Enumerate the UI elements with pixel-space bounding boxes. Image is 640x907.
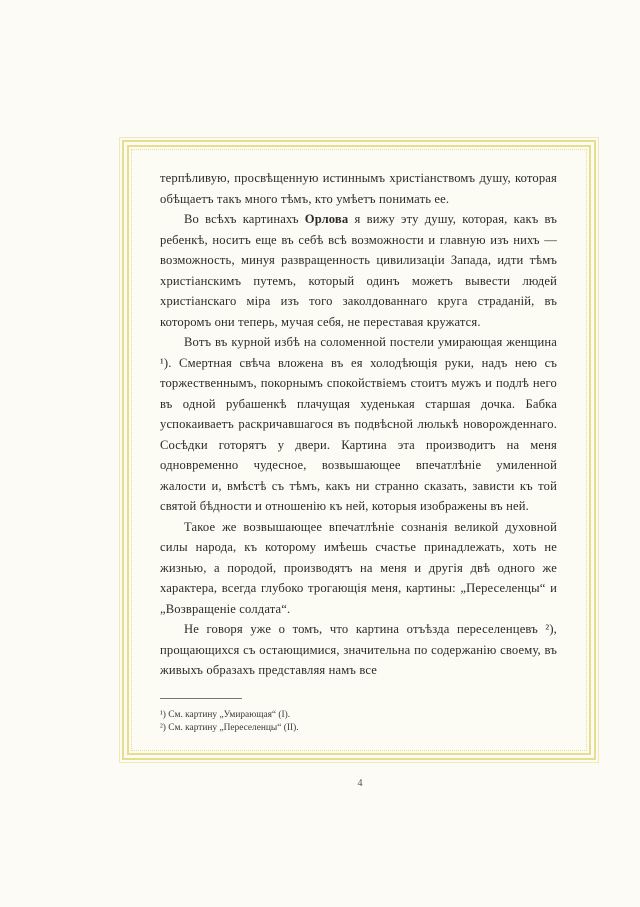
paragraph-5: Не говоря уже о томъ, что картина отъѣзда переселенцевъ ²), прощающихся съ остающимися, значительна по содержанію своему, въ живыхъ образахъ представляя намъ все (160, 622, 557, 677)
paragraph-2 (160, 209, 557, 332)
paragraph-2-rest: я вижу эту душу, которая, какъ въ ребенкѣ, носитъ еще въ себѣ всѣ возможности и главную изъ нихъ — возможность, минуя развращенность цивилизаціи Запада, идти тѣмъ христіанскимъ путемъ, который одинъ можетъ вывести людей христіанскаго міра изъ того заколдованнаго круга страданій, въ которомъ они теперь, мучая себя, не переставая кружатся. (160, 212, 558, 329)
artist-name: Орлова (304, 212, 349, 226)
page-number: 4 (357, 778, 363, 789)
paragraph-2-start: Во всѣхъ картинахъ (184, 212, 305, 226)
paragraph-1: терпѣливую, просвѣщенную истиннымъ христіанствомъ душу, которая обѣщаетъ такъ много тѣмъ, кто умѣетъ понимать ее. (160, 171, 557, 206)
paragraph-3: Вотъ въ курной избѣ на соломенной постели умирающая женщина ¹). Смертная свѣча вложена въ ея холодѣющія руки, надъ нею съ торжественнымъ, покорнымъ спокойствіемъ стоитъ мужъ и подлѣ него въ одной рубашенкѣ плачущая худенькая старшая дочка. Бабка успокаиваетъ раскричавшагося въ подвѣсной люлькѣ новорожденнаго. Сосѣдки готорятъ у двери. Картина эта производитъ на меня одновременно чудесное, возвышающее впечатлѣніе умиленной жалости и, вмѣстѣ съ тѣмъ, какъ ни странно сказать, зависти къ той святой бѣдности и отношенію къ ней, которыя изображены въ ней. (160, 335, 557, 513)
paragraph-4: Такое же возвышающее впечатлѣніе сознанія великой духовной силы народа, къ которому имѣешь счастье принадлежать, хоть не жизнью, а породой, производятъ на меня и другія двѣ одного же характера, всегда глубоко трогающія меня, картины: „Переселенцы“ и „Возвращеніе солдата“. (160, 519, 557, 616)
footnotes (160, 709, 540, 734)
footnote-2: ²) См. картину „Переселенцы“ (II). (160, 722, 299, 733)
footnote-divider (160, 698, 242, 699)
footnote-1: ¹) См. картину „Умирающая“ (I). (160, 710, 291, 720)
body-text (160, 168, 557, 681)
